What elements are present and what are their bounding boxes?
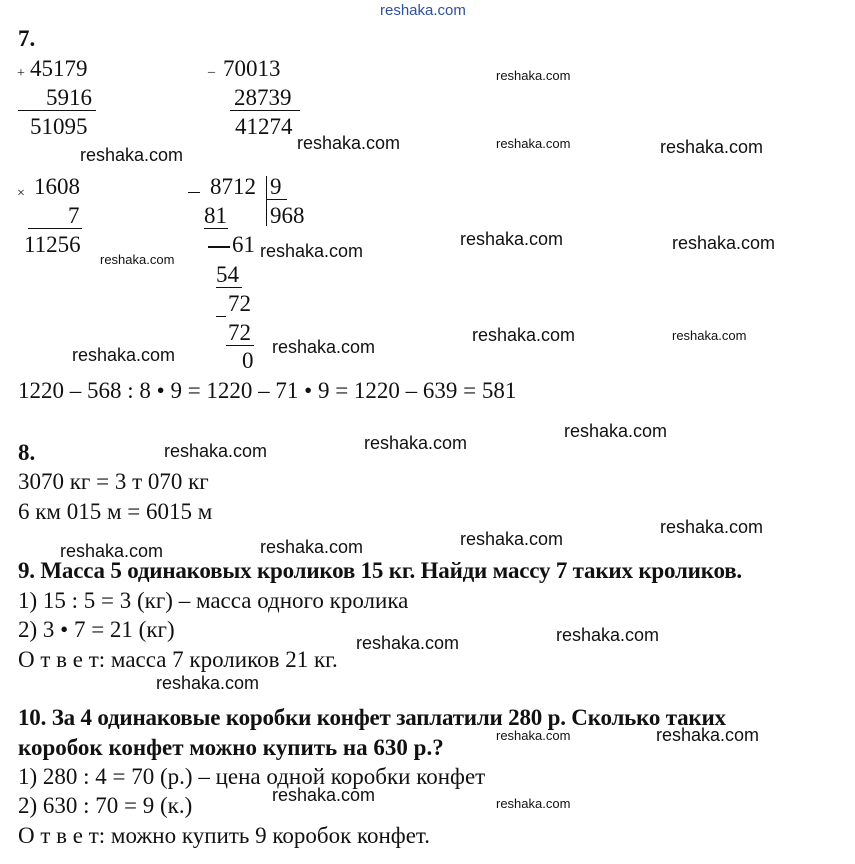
task10-answer — [18, 823, 430, 849]
watermark: reshaka.com — [272, 785, 376, 805]
watermark: reshaka.com — [564, 421, 668, 441]
task10-answer-label: О т в е т: — [18, 823, 106, 848]
plus-sign: + — [17, 66, 25, 81]
watermark: reshaka.com — [80, 145, 184, 165]
task10-answer-text: можно купить 9 коробок конфет. — [110, 823, 430, 848]
watermark: reshaka.com — [660, 137, 764, 157]
task10-title-line-1: 10. За 4 одинаковые коробки конфет заплатили 280 р. Сколько таких — [18, 705, 726, 730]
watermark: reshaka.com — [672, 328, 747, 343]
task9-answer-label: О т в е т: — [18, 647, 106, 672]
division-step-1: 81 — [204, 203, 227, 228]
task8-line-1: 3070 кг = 3 т 070 кг — [18, 469, 209, 494]
divisor-line — [267, 199, 287, 200]
multiplication-line — [28, 228, 82, 229]
watermark: reshaka.com — [656, 725, 760, 745]
division-step-2: 61 — [232, 232, 255, 257]
addend-1: 45179 — [30, 56, 88, 81]
task7-number: 7. — [18, 26, 36, 51]
watermark: reshaka.com — [272, 337, 376, 357]
task9-step-2: 2) 3 • 7 = 21 (кг) — [18, 617, 175, 642]
task7-expression: 1220 – 568 : 8 • 9 = 1220 – 71 • 9 = 1220 – 639 = 581 — [18, 378, 517, 403]
subtraction-result: 41274 — [235, 114, 293, 139]
watermark: reshaka.com — [356, 633, 460, 653]
watermark: reshaka.com — [364, 433, 468, 453]
watermark: reshaka.com — [460, 229, 564, 249]
task9-step-1: 1) 15 : 5 = 3 (кг) – масса одного кролика — [18, 588, 409, 613]
watermark: reshaka.com — [164, 441, 268, 461]
watermark: reshaka.com — [297, 133, 401, 153]
watermark: reshaka.com — [260, 537, 364, 557]
watermark: reshaka.com — [496, 796, 571, 811]
watermark: reshaka.com — [472, 325, 576, 345]
division-step-5: 72 — [228, 320, 251, 345]
watermark: reshaka.com — [496, 728, 571, 743]
watermark: reshaka.com — [672, 233, 776, 253]
task9-title: 9. Масса 5 одинаковых кроликов 15 кг. Найди массу 7 таких кроликов. — [18, 558, 742, 583]
division-minus-1 — [188, 192, 200, 193]
division-step-3: 54 — [216, 262, 239, 287]
quotient: 968 — [270, 203, 305, 228]
multiplication-result: 11256 — [24, 232, 81, 257]
division-step-line-5 — [226, 345, 254, 346]
watermark: reshaka.com — [156, 673, 260, 693]
minus-sign: _ — [208, 60, 215, 75]
watermark: reshaka.com — [60, 541, 164, 561]
task8-number: 8. — [18, 440, 36, 465]
minuend: 70013 — [223, 56, 281, 81]
times-sign: × — [17, 186, 25, 201]
watermark: reshaka.com — [100, 252, 175, 267]
watermark: reshaka.com — [72, 345, 176, 365]
task9-answer-text: масса 7 кроликов 21 кг. — [110, 647, 338, 672]
division-bar — [266, 176, 267, 226]
multiplier: 7 — [68, 203, 80, 228]
subtraction-line — [230, 110, 300, 111]
task10-title-line-2: коробок конфет можно купить на 630 р.? — [18, 735, 444, 760]
watermark: reshaka.com — [660, 517, 764, 537]
division-remainder: 0 — [242, 348, 254, 373]
task8-line-2: 6 км 015 м = 6015 м — [18, 499, 213, 524]
addition-line — [18, 110, 96, 111]
addition-result: 51095 — [30, 114, 88, 139]
dividend: 8712 — [210, 174, 256, 199]
multiplicand: 1608 — [34, 174, 80, 199]
addend-2: 5916 — [46, 85, 92, 110]
site-header-watermark[interactable]: reshaka.com — [380, 2, 466, 19]
watermark: reshaka.com — [496, 136, 571, 151]
watermark: reshaka.com — [260, 241, 364, 261]
task10-step-2: 2) 630 : 70 = 9 (к.) — [18, 793, 193, 818]
division-step-line-3 — [216, 287, 242, 288]
task10-step-1: 1) 280 : 4 = 70 (р.) – цена одной коробки конфет — [18, 764, 486, 789]
division-step-4: 72 — [228, 291, 251, 316]
divisor: 9 — [270, 174, 282, 199]
watermark: reshaka.com — [496, 68, 571, 83]
division-step-line-1 — [204, 228, 228, 229]
division-minus-3 — [216, 316, 226, 317]
subtrahend: 28739 — [234, 85, 292, 110]
division-minus-2 — [208, 246, 230, 248]
watermark: reshaka.com — [460, 529, 564, 549]
watermark: reshaka.com — [556, 625, 660, 645]
task9-answer — [18, 647, 338, 673]
